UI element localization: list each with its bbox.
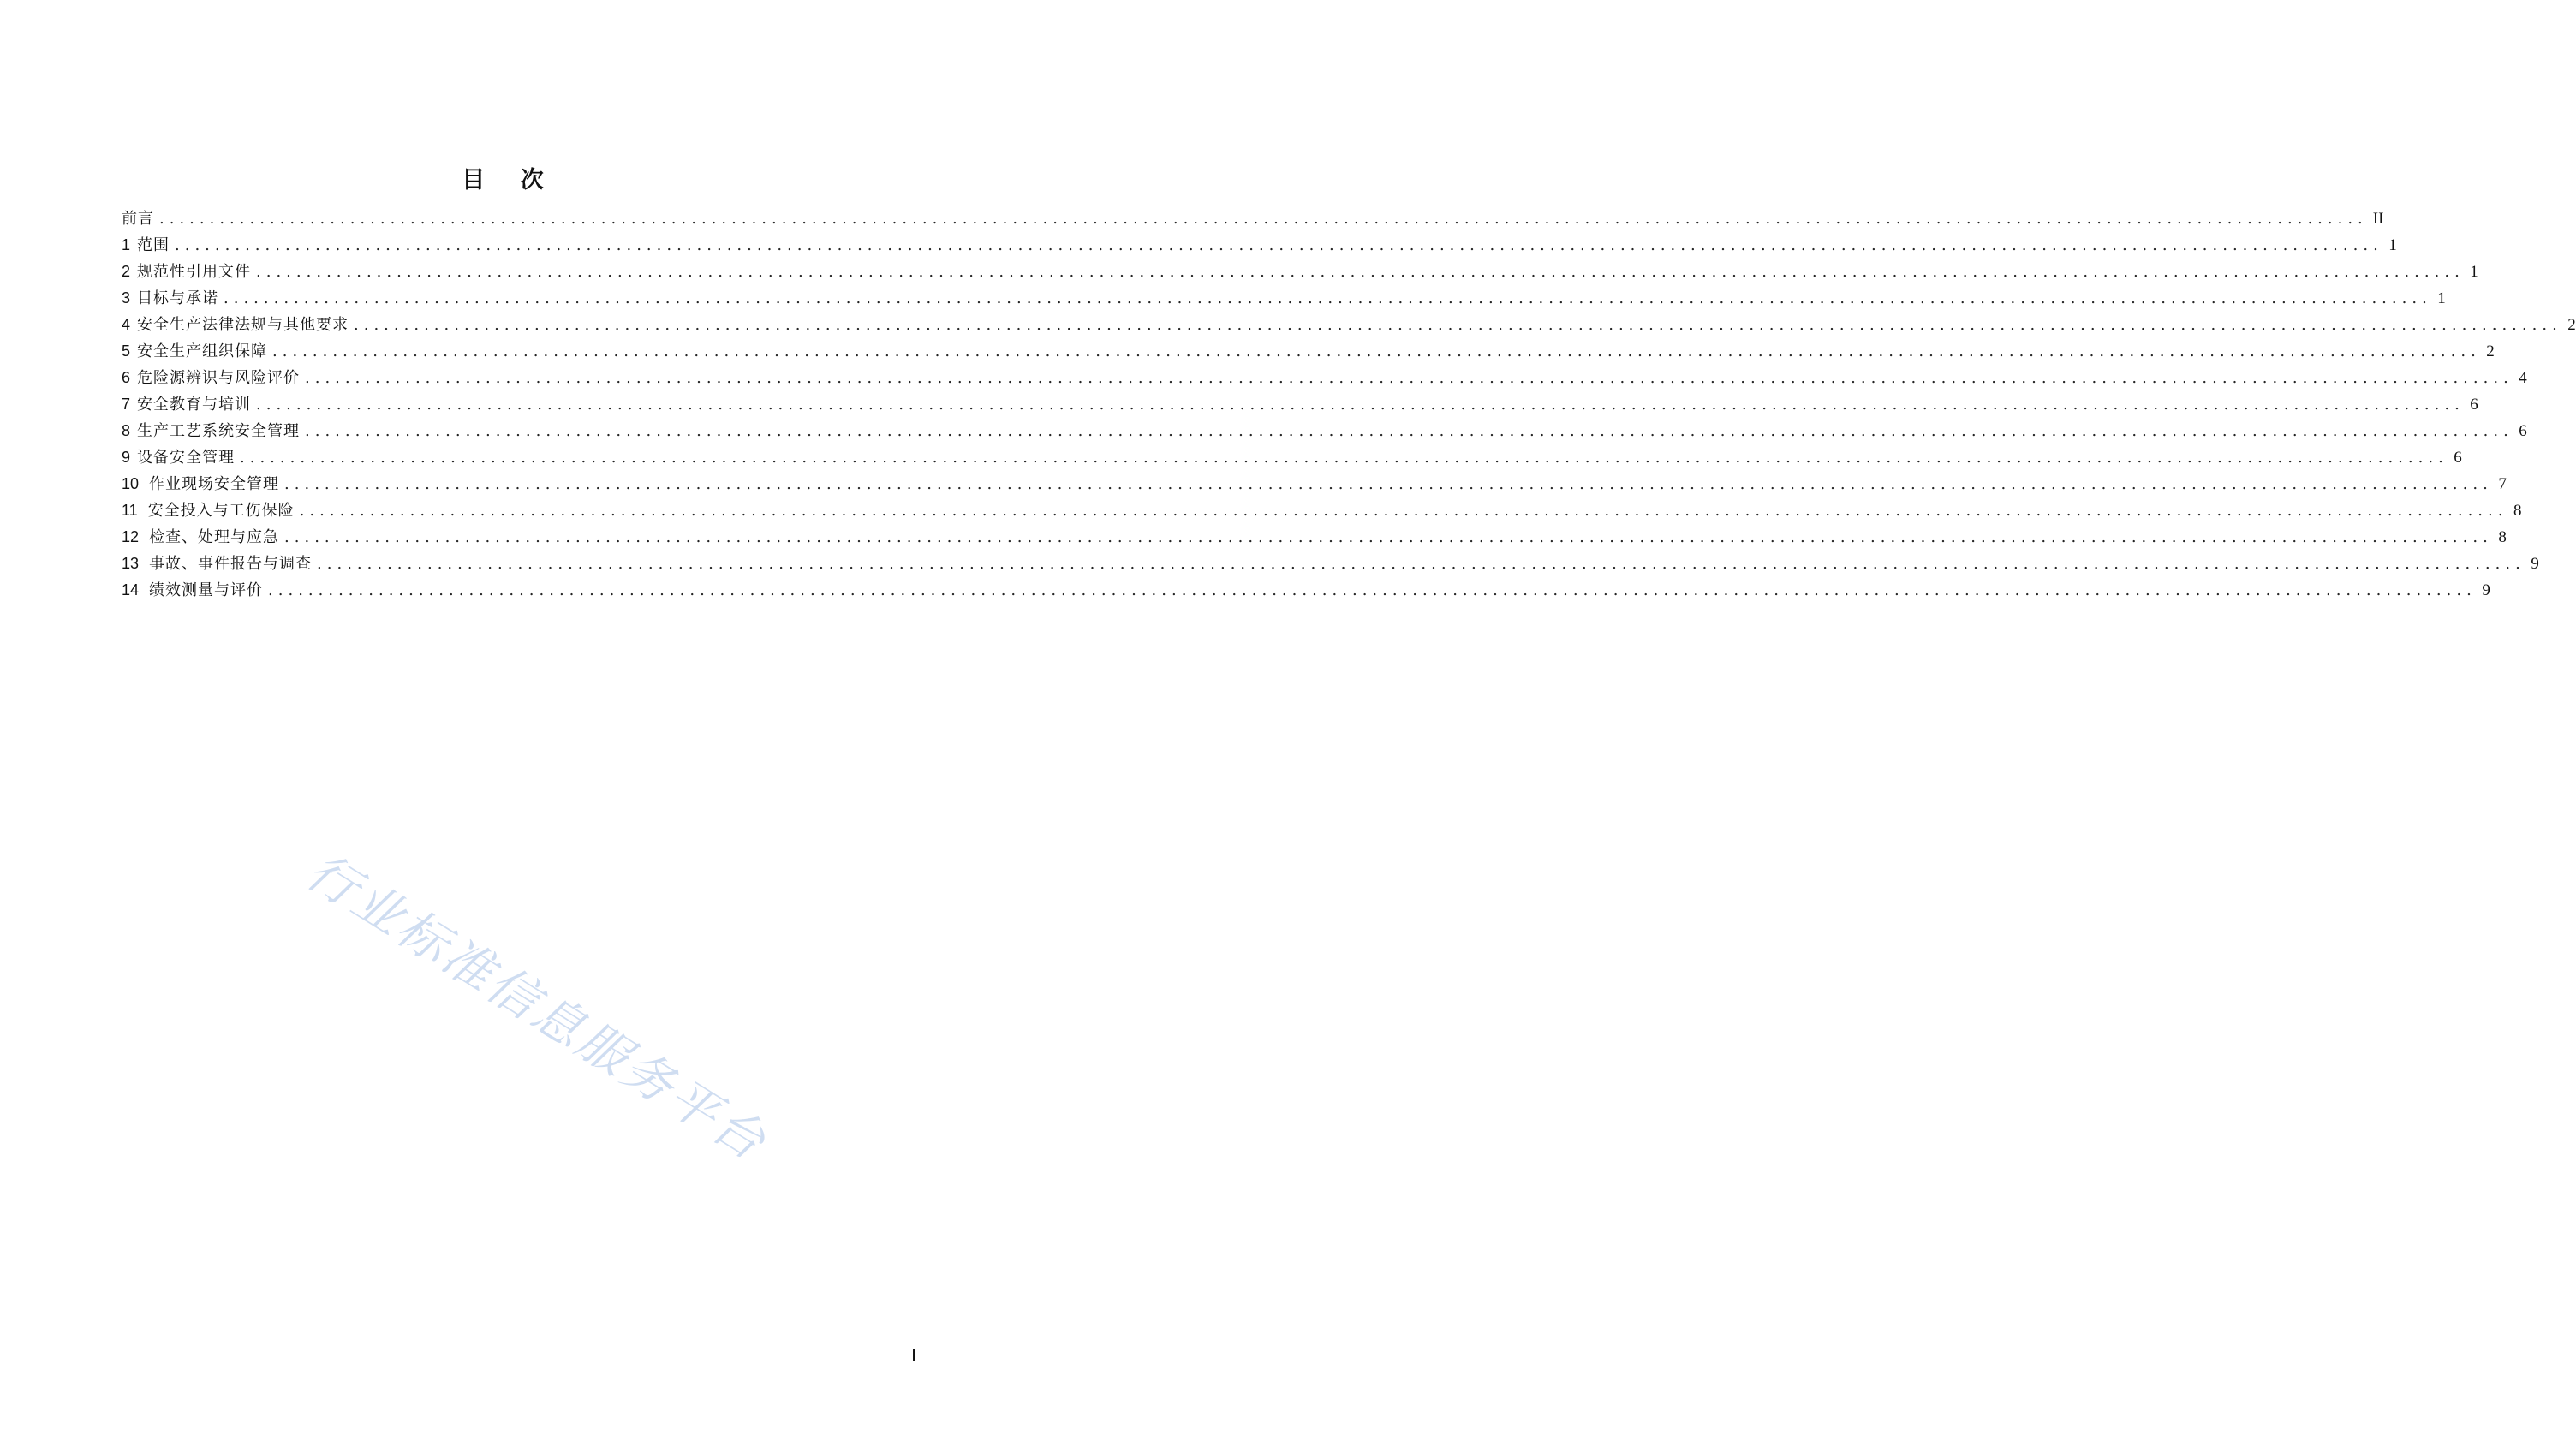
toc-entry-number: 6 (122, 369, 131, 386)
toc-entry[interactable] (122, 392, 2478, 419)
toc-entry[interactable] (122, 578, 2490, 604)
toc-entry[interactable] (122, 551, 2539, 578)
toc-entry-label: 安全投入与工伤保险 (147, 502, 295, 520)
toc-entry-page: 7 (2498, 475, 2507, 493)
toc-entry-page: 9 (2531, 555, 2539, 573)
toc-entry[interactable] (122, 498, 2522, 525)
toc-leader-dots: ............................................................................................................................................................................................................................ (272, 342, 2481, 360)
toc-entry-number: 10 (122, 475, 140, 492)
toc-entry-page: 8 (2498, 528, 2507, 546)
toc-entry[interactable] (122, 233, 2397, 259)
toc-entry[interactable] (122, 339, 2495, 366)
toc-entry[interactable] (122, 472, 2507, 498)
toc-entry-page: 6 (2470, 396, 2478, 414)
toc-entry[interactable] (122, 313, 2576, 339)
toc-leader-dots: ............................................................................................................................................................................................................................ (240, 449, 2448, 467)
toc-entry-number: 8 (122, 422, 131, 439)
toc-entry-label: 安全生产法律法规与其他要求 (137, 316, 349, 334)
toc-entry-number: 1 (122, 236, 131, 253)
table-of-contents (122, 206, 2576, 604)
toc-entry-label: 绩效测量与评价 (149, 581, 264, 599)
toc-entry-number: 7 (122, 396, 131, 413)
toc-entry-page: II (2372, 210, 2384, 228)
toc-leader-dots: ............................................................................................................................................................................................................................ (299, 502, 2508, 520)
toc-entry-label: 前言 (122, 210, 154, 228)
toc-entry-label: 目标与承诺 (137, 289, 219, 307)
toc-leader-dots: ............................................................................................................................................................................................................................ (284, 528, 2493, 546)
toc-entry-number: 9 (122, 449, 131, 466)
toc-title: 目 次 (462, 167, 558, 194)
toc-entry-page: 2 (2486, 342, 2495, 360)
toc-entry-number: 11 (122, 502, 138, 519)
toc-entry-page: 6 (2454, 449, 2462, 467)
toc-leader-dots: ............................................................................................................................................................................................................................ (268, 581, 2477, 599)
toc-entry-page: 9 (2482, 581, 2490, 599)
toc-entry-page: 1 (2470, 263, 2478, 281)
toc-entry-page: 2 (2567, 316, 2576, 334)
toc-entry[interactable] (122, 366, 2527, 392)
toc-entry-number: 3 (122, 289, 131, 307)
toc-entry-label: 生产工艺系统安全管理 (137, 422, 301, 440)
toc-entry-label: 事故、事件报告与调查 (149, 555, 313, 573)
toc-leader-dots: ............................................................................................................................................................................................................................ (354, 316, 2562, 334)
toc-leader-dots: ............................................................................................................................................................................................................................ (305, 422, 2513, 440)
toc-leader-dots: ............................................................................................................................................................................................................................ (175, 236, 2383, 254)
toc-entry-page: 4 (2519, 369, 2527, 387)
toc-entry-page: 1 (2437, 289, 2446, 307)
toc-entry-number: 2 (122, 263, 131, 280)
toc-entry[interactable] (122, 286, 2446, 313)
toc-leader-dots: ............................................................................................................................................................................................................................ (284, 475, 2493, 493)
toc-entry-number: 12 (122, 528, 140, 545)
toc-entry-label: 安全教育与培训 (137, 396, 252, 414)
toc-leader-dots: ............................................................................................................................................................................................................................ (159, 210, 2368, 228)
toc-entry[interactable] (122, 525, 2507, 551)
toc-entry-label: 范围 (137, 236, 170, 254)
toc-entry-label: 规范性引用文件 (137, 263, 252, 281)
toc-leader-dots: ............................................................................................................................................................................................................................ (256, 263, 2465, 281)
toc-entry-label: 危险源辨识与风险评价 (137, 369, 301, 387)
toc-entry-label: 检查、处理与应急 (149, 528, 280, 546)
toc-entry-page: 6 (2519, 422, 2527, 440)
toc-entry-label: 设备安全管理 (137, 449, 236, 467)
toc-entry[interactable] (122, 206, 2384, 233)
toc-entry-number: 13 (122, 555, 140, 572)
toc-entry-number: 14 (122, 581, 140, 598)
toc-entry-number: 5 (122, 342, 131, 360)
toc-entry-page: 8 (2513, 502, 2522, 520)
toc-entry-page: 1 (2388, 236, 2397, 254)
toc-leader-dots: ............................................................................................................................................................................................................................ (317, 555, 2525, 573)
toc-leader-dots: ............................................................................................................................................................................................................................ (305, 369, 2513, 387)
toc-entry[interactable] (122, 445, 2462, 472)
toc-entry-label: 安全生产组织保障 (137, 342, 268, 360)
toc-entry[interactable] (122, 419, 2527, 445)
toc-entry[interactable] (122, 259, 2478, 286)
toc-leader-dots: ............................................................................................................................................................................................................................ (224, 289, 2432, 307)
toc-leader-dots: ............................................................................................................................................................................................................................ (256, 396, 2465, 414)
page-number: I (911, 1347, 916, 1365)
toc-entry-label: 作业现场安全管理 (149, 475, 280, 493)
toc-entry-number: 4 (122, 316, 131, 333)
watermark: 行业标准信息服务平台 (296, 842, 778, 1173)
